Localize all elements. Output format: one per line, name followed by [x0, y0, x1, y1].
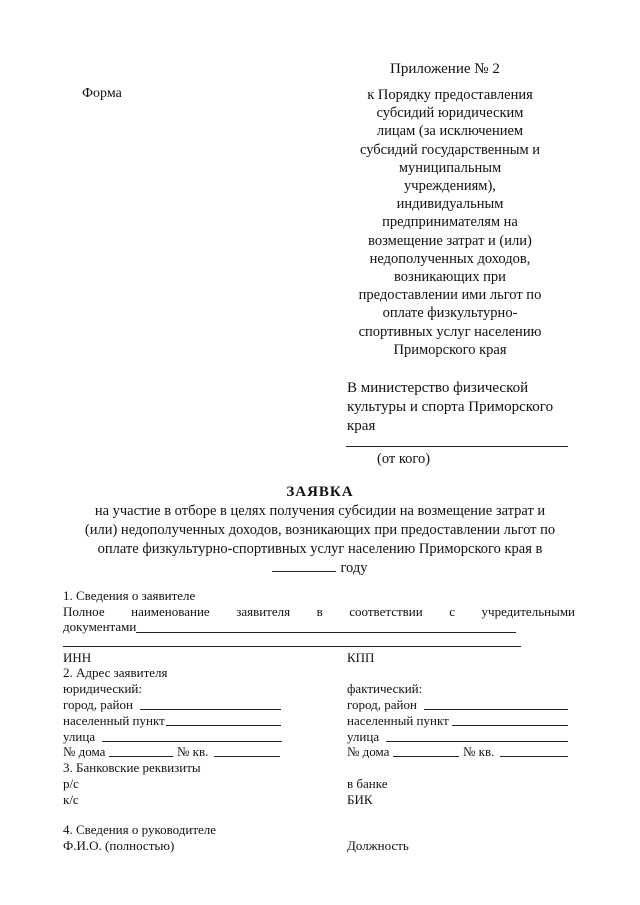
appendix-line: индивидуальным [396, 196, 504, 213]
appendix-text [340, 86, 560, 359]
legal-apt-field[interactable] [214, 756, 280, 757]
documents-field-line[interactable] [136, 632, 516, 633]
full-name-row [63, 604, 575, 620]
actual-apt-label: № кв. [463, 744, 495, 759]
full-name-word: наименование [131, 604, 210, 619]
form-label: Форма [82, 86, 122, 101]
legal-settlement-label: населенный пункт [63, 713, 165, 728]
appendix-line: предоставлении ими льгот по [358, 287, 542, 304]
subtitle-line: оплате физкультурно-спортивных услуг населению Приморского края в [97, 541, 543, 557]
section1-heading: 1. Сведения о заявителе [63, 588, 196, 603]
year-field-line[interactable] [272, 559, 336, 572]
appendix-line: предпринимателям на [382, 214, 518, 231]
full-name-word: заявителя [236, 604, 291, 619]
legal-house-field[interactable] [109, 756, 173, 757]
rs-label: р/с [63, 776, 79, 791]
actual-house-field[interactable] [393, 756, 459, 757]
legal-settlement-field[interactable] [166, 725, 281, 726]
section3-heading: 3. Банковские реквизиты [63, 760, 201, 775]
ks-label: к/с [63, 792, 79, 807]
section4-heading: 4. Сведения о руководителе [63, 822, 217, 837]
recipient-line: культуры и спорта Приморского [347, 399, 554, 415]
appendix-line: спортивных услуг населению [358, 323, 542, 340]
legal-city-label: город, район [63, 697, 133, 712]
legal-address-label: юридический: [63, 681, 142, 696]
appendix-line: лицам (за исключением [376, 123, 524, 140]
bik-label: БИК [347, 792, 373, 807]
name-continuation-line[interactable] [63, 646, 521, 647]
full-name-word: в [316, 604, 323, 619]
appendix-title: Приложение № 2 [390, 61, 500, 77]
full-name-word: учредительными [481, 604, 575, 619]
actual-apt-field[interactable] [500, 756, 568, 757]
actual-street-field[interactable] [386, 741, 568, 742]
legal-city-field[interactable] [140, 709, 281, 710]
bank-label: в банке [347, 776, 388, 791]
appendix-line: субсидий государственным и [359, 141, 541, 158]
actual-house-label: № дома [347, 744, 390, 759]
position-label: Должность [347, 838, 409, 853]
appendix-line: возмещение затрат и (или) [368, 232, 532, 249]
recipient-line: В министерство физической [347, 380, 529, 396]
full-name-word: Полное [63, 604, 105, 619]
subtitle-line: на участие в отборе в целях получения субсидии на возмещение затрат и [94, 503, 546, 519]
subtitle-line: (или) недополученных доходов, возникающих при предоставлении льгот по [84, 522, 556, 538]
year-suffix: году [340, 560, 368, 576]
actual-street-label: улица [347, 729, 380, 744]
legal-street-label: улица [63, 729, 96, 744]
actual-city-label: город, район [347, 697, 417, 712]
document-subtitle [60, 502, 580, 578]
from-field-line[interactable] [346, 446, 568, 447]
appendix-line: возникающих при [394, 269, 506, 286]
appendix-line: оплате физкультурно- [382, 305, 518, 322]
document-title: ЗАЯВКА [286, 484, 354, 500]
recipient-line: края [347, 418, 376, 434]
legal-apt-label: № кв. [177, 744, 209, 759]
appendix-line: субсидий юридическим [376, 105, 524, 122]
actual-city-field[interactable] [424, 709, 568, 710]
appendix-line: недополученных доходов, [369, 250, 531, 267]
appendix-line: к Порядку предоставления [367, 87, 533, 103]
from-label: (от кого) [377, 451, 431, 467]
appendix-line: учреждениям), [404, 178, 496, 195]
appendix-line: Приморского края [393, 341, 507, 358]
section2-heading: 2. Адрес заявителя [63, 665, 168, 680]
legal-street-field[interactable] [102, 741, 282, 742]
subtitle-year-line [60, 559, 580, 578]
actual-address-label: фактический: [347, 681, 423, 696]
recipient-block [347, 379, 553, 436]
actual-settlement-label: населенный пункт [347, 713, 449, 728]
actual-settlement-field[interactable] [452, 725, 568, 726]
documents-label: документами [63, 619, 137, 634]
kpp-label: КПП [347, 650, 375, 665]
full-name-word: соответствии [349, 604, 423, 619]
full-name-word: с [449, 604, 456, 619]
fio-label: Ф.И.О. (полностью) [63, 838, 175, 853]
legal-house-label: № дома [63, 744, 106, 759]
inn-label: ИНН [63, 650, 92, 665]
appendix-line: муниципальным [398, 159, 502, 176]
